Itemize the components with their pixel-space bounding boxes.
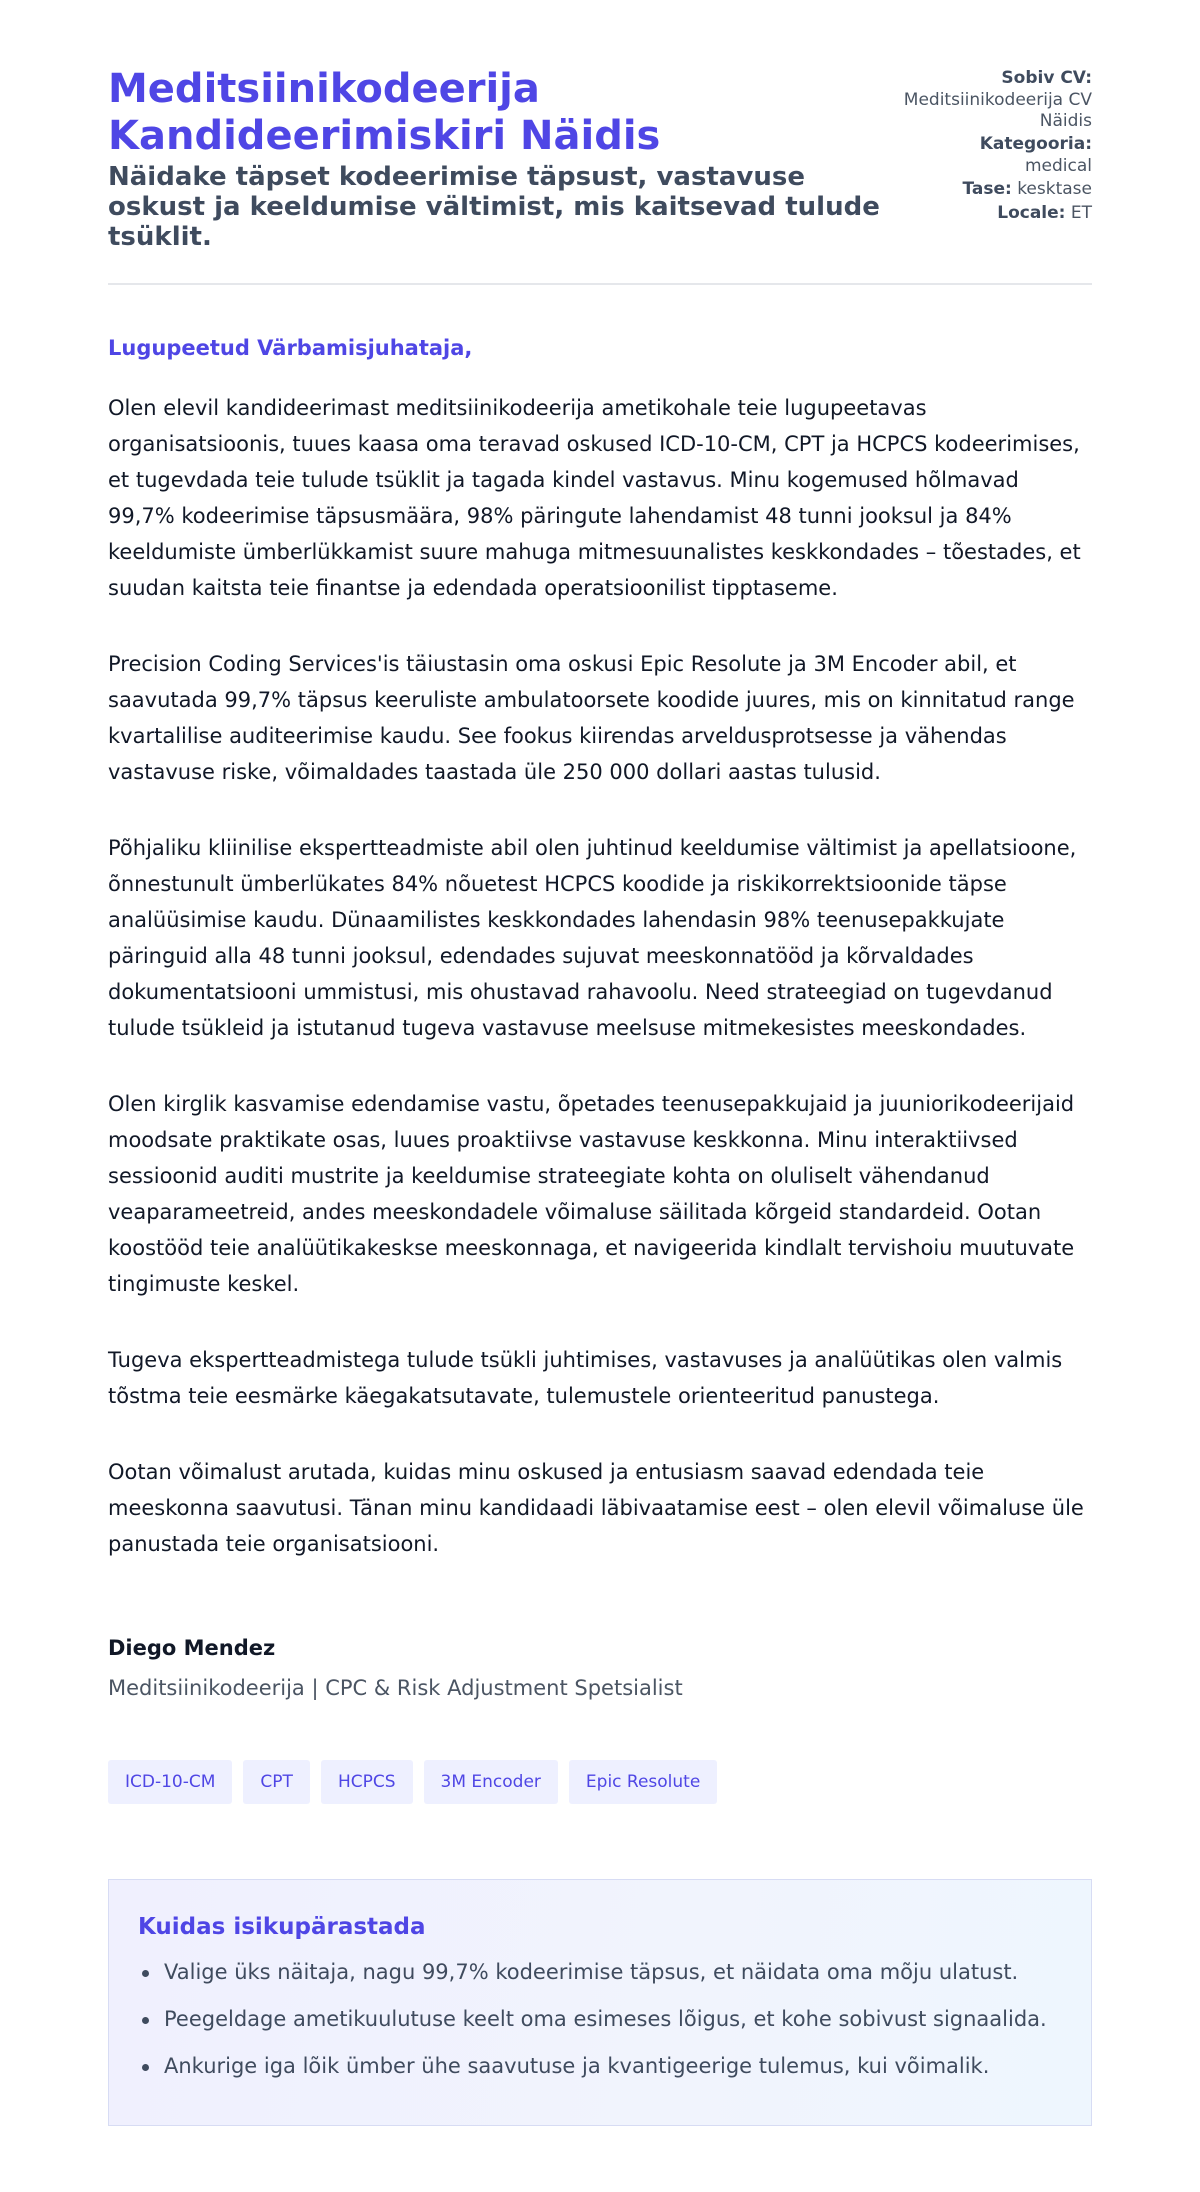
letter-body (108, 334, 1092, 1562)
personalization-tips-box (108, 1879, 1092, 2126)
meta-level-label: Tase: (962, 179, 1012, 199)
meta-cv-label: Sobiv CV: (1001, 68, 1092, 88)
signature-role: Meditsiinikodeerija | CPC & Risk Adjustment Spetsialist (108, 1676, 683, 1700)
meta-panel (862, 66, 1092, 225)
skill-tag[interactable]: 3M Encoder (424, 1760, 558, 1804)
letter-paragraph: Põhjaliku kliinilise ekspertteadmiste abil olen juhtinud keeldumise vältimist ja apellatsioone, õnnestunult ümberlükates 84% nõuetest HCPCS koodide ja riskikorrektsioonide täpse analüüsimise kaudu. Dünaamilistes keskkondades lahendasin 98% teenusepakkujate päringuid alla 48 tunni jooksul, edendades sujuvat meeskonnatööd ja kõrvaldades dokumentatsiooni ummistusi, mis ohustavad rahavoolu. Need strateegiad on tugevdanud tulude tsükleid ja istutanud tugeva vastavuse meelsuse mitmekesistes meeskondades. (108, 836, 1077, 1040)
skill-tag[interactable]: ICD-10-CM (108, 1760, 232, 1804)
letter-paragraph: Precision Coding Services'is täiustasin oma oskusi Epic Resolute ja 3M Encoder abil, et saavutada 99,7% täpsus keeruliste ambulatoorsete koodide juures, mis on kinnitatud range kvartalilise auditeerimise kaudu. See fookus kiirendas arveldusprotsesse ja vähendas vastavuse riske, võimaldades taastada üle 250 000 dollari aastas tulusid. (108, 652, 1075, 784)
meta-category-value: medical (1024, 156, 1092, 176)
tip-item: Peegeldage ametikuulutuse keelt oma esimeses lõigus, et kohe sobivust signaalida. (138, 2005, 1062, 2033)
page-subtitle: Näidake täpset kodeerimise täpsust, vastavuse oskust ja keeldumise vältimist, mis kaitsevad tulude tsüklit. (108, 162, 880, 252)
letter-paragraph: Olen kirglik kasvamise edendamise vastu, õpetades teenusepakkujaid ja juuniorikodeerijaid moodsate praktikate osas, luues proaktiivse vastavuse keskkonna. Minu interaktiivsed sessioonid auditi mustrite ja keeldumise strateegiate kohta on oluliselt vähendanud veaparameetreid, andes meeskondadele võimaluse säilitada kõrgeid standardeid. Ootan koostööd teie analüütikakeskse meeskonnaga, et navigeerida kindlalt tervishoiu muutuvate tingimuste keskel. (108, 1092, 1075, 1296)
tips-title: Kuidas isikupärastada (138, 1914, 426, 1940)
meta-locale (862, 201, 1092, 225)
page-header (108, 0, 1092, 285)
skill-tag[interactable]: CPT (243, 1760, 310, 1804)
skill-tag[interactable]: Epic Resolute (569, 1760, 717, 1804)
skill-tags (108, 1760, 1092, 1804)
meta-cv-link[interactable]: Meditsiinikodeerija CV Näidis (903, 90, 1092, 131)
meta-level (862, 177, 1092, 201)
meta-category-label: Kategooria: (979, 134, 1092, 154)
tip-item: Valige üks näitaja, nagu 99,7% kodeerimise täpsus, et näidata oma mõju ulatust. (138, 1958, 1062, 1986)
meta-locale-value: ET (1070, 203, 1092, 223)
salutation: Lugupeetud Värbamisjuhataja, (108, 336, 473, 360)
letter-paragraph: Tugeva ekspertteadmistega tulude tsükli juhtimises, vastavuses ja analüütikas olen valmis tõstma teie eesmärke käegakatsutavate, tulemustele orienteeritud panustega. (108, 1348, 1063, 1408)
letter-paragraph: Ootan võimalust arutada, kuidas minu oskused ja entusiasm saavad edendada teie meeskonna saavutusi. Tänan minu kandidaadi läbivaatamise eest – olen elevil võimaluse üle panustada teie organisatsiooni. (108, 1460, 1084, 1556)
page-title: Meditsiinikodeerija Kandideerimiskiri Näidis (108, 66, 661, 159)
skill-tag[interactable]: HCPCS (321, 1760, 413, 1804)
meta-level-value: kesktase (1017, 179, 1092, 199)
letter-paragraph: Olen elevil kandideerimast meditsiinikodeerija ametikohale teie lugupeetavas organisatsioonis, tuues kaasa oma teravad oskused ICD-10-CM, CPT ja HCPCS kodeerimises, et tugevdada teie tulude tsüklit ja tagada kindel vastavus. Minu kogemused hõlmavad 99,7% kodeerimise täpsusmäära, 98% päringute lahendamist 48 tunni jooksul ja 84% keeldumiste ümberlükkamist suure mahuga mitmesuunalistes keskkondades – tõestades, et suudan kaitsta teie finantse ja edendada operatsioonilist tipptaseme. (108, 396, 1081, 600)
tips-list (138, 1958, 1062, 2080)
signature-block (108, 1634, 1092, 1702)
tip-item: Ankurige iga lõik ümber ühe saavutuse ja kvantigeerige tulemus, kui võimalik. (138, 2052, 1062, 2080)
meta-locale-label: Locale: (997, 203, 1066, 223)
signature-name: Diego Mendez (108, 1636, 276, 1660)
